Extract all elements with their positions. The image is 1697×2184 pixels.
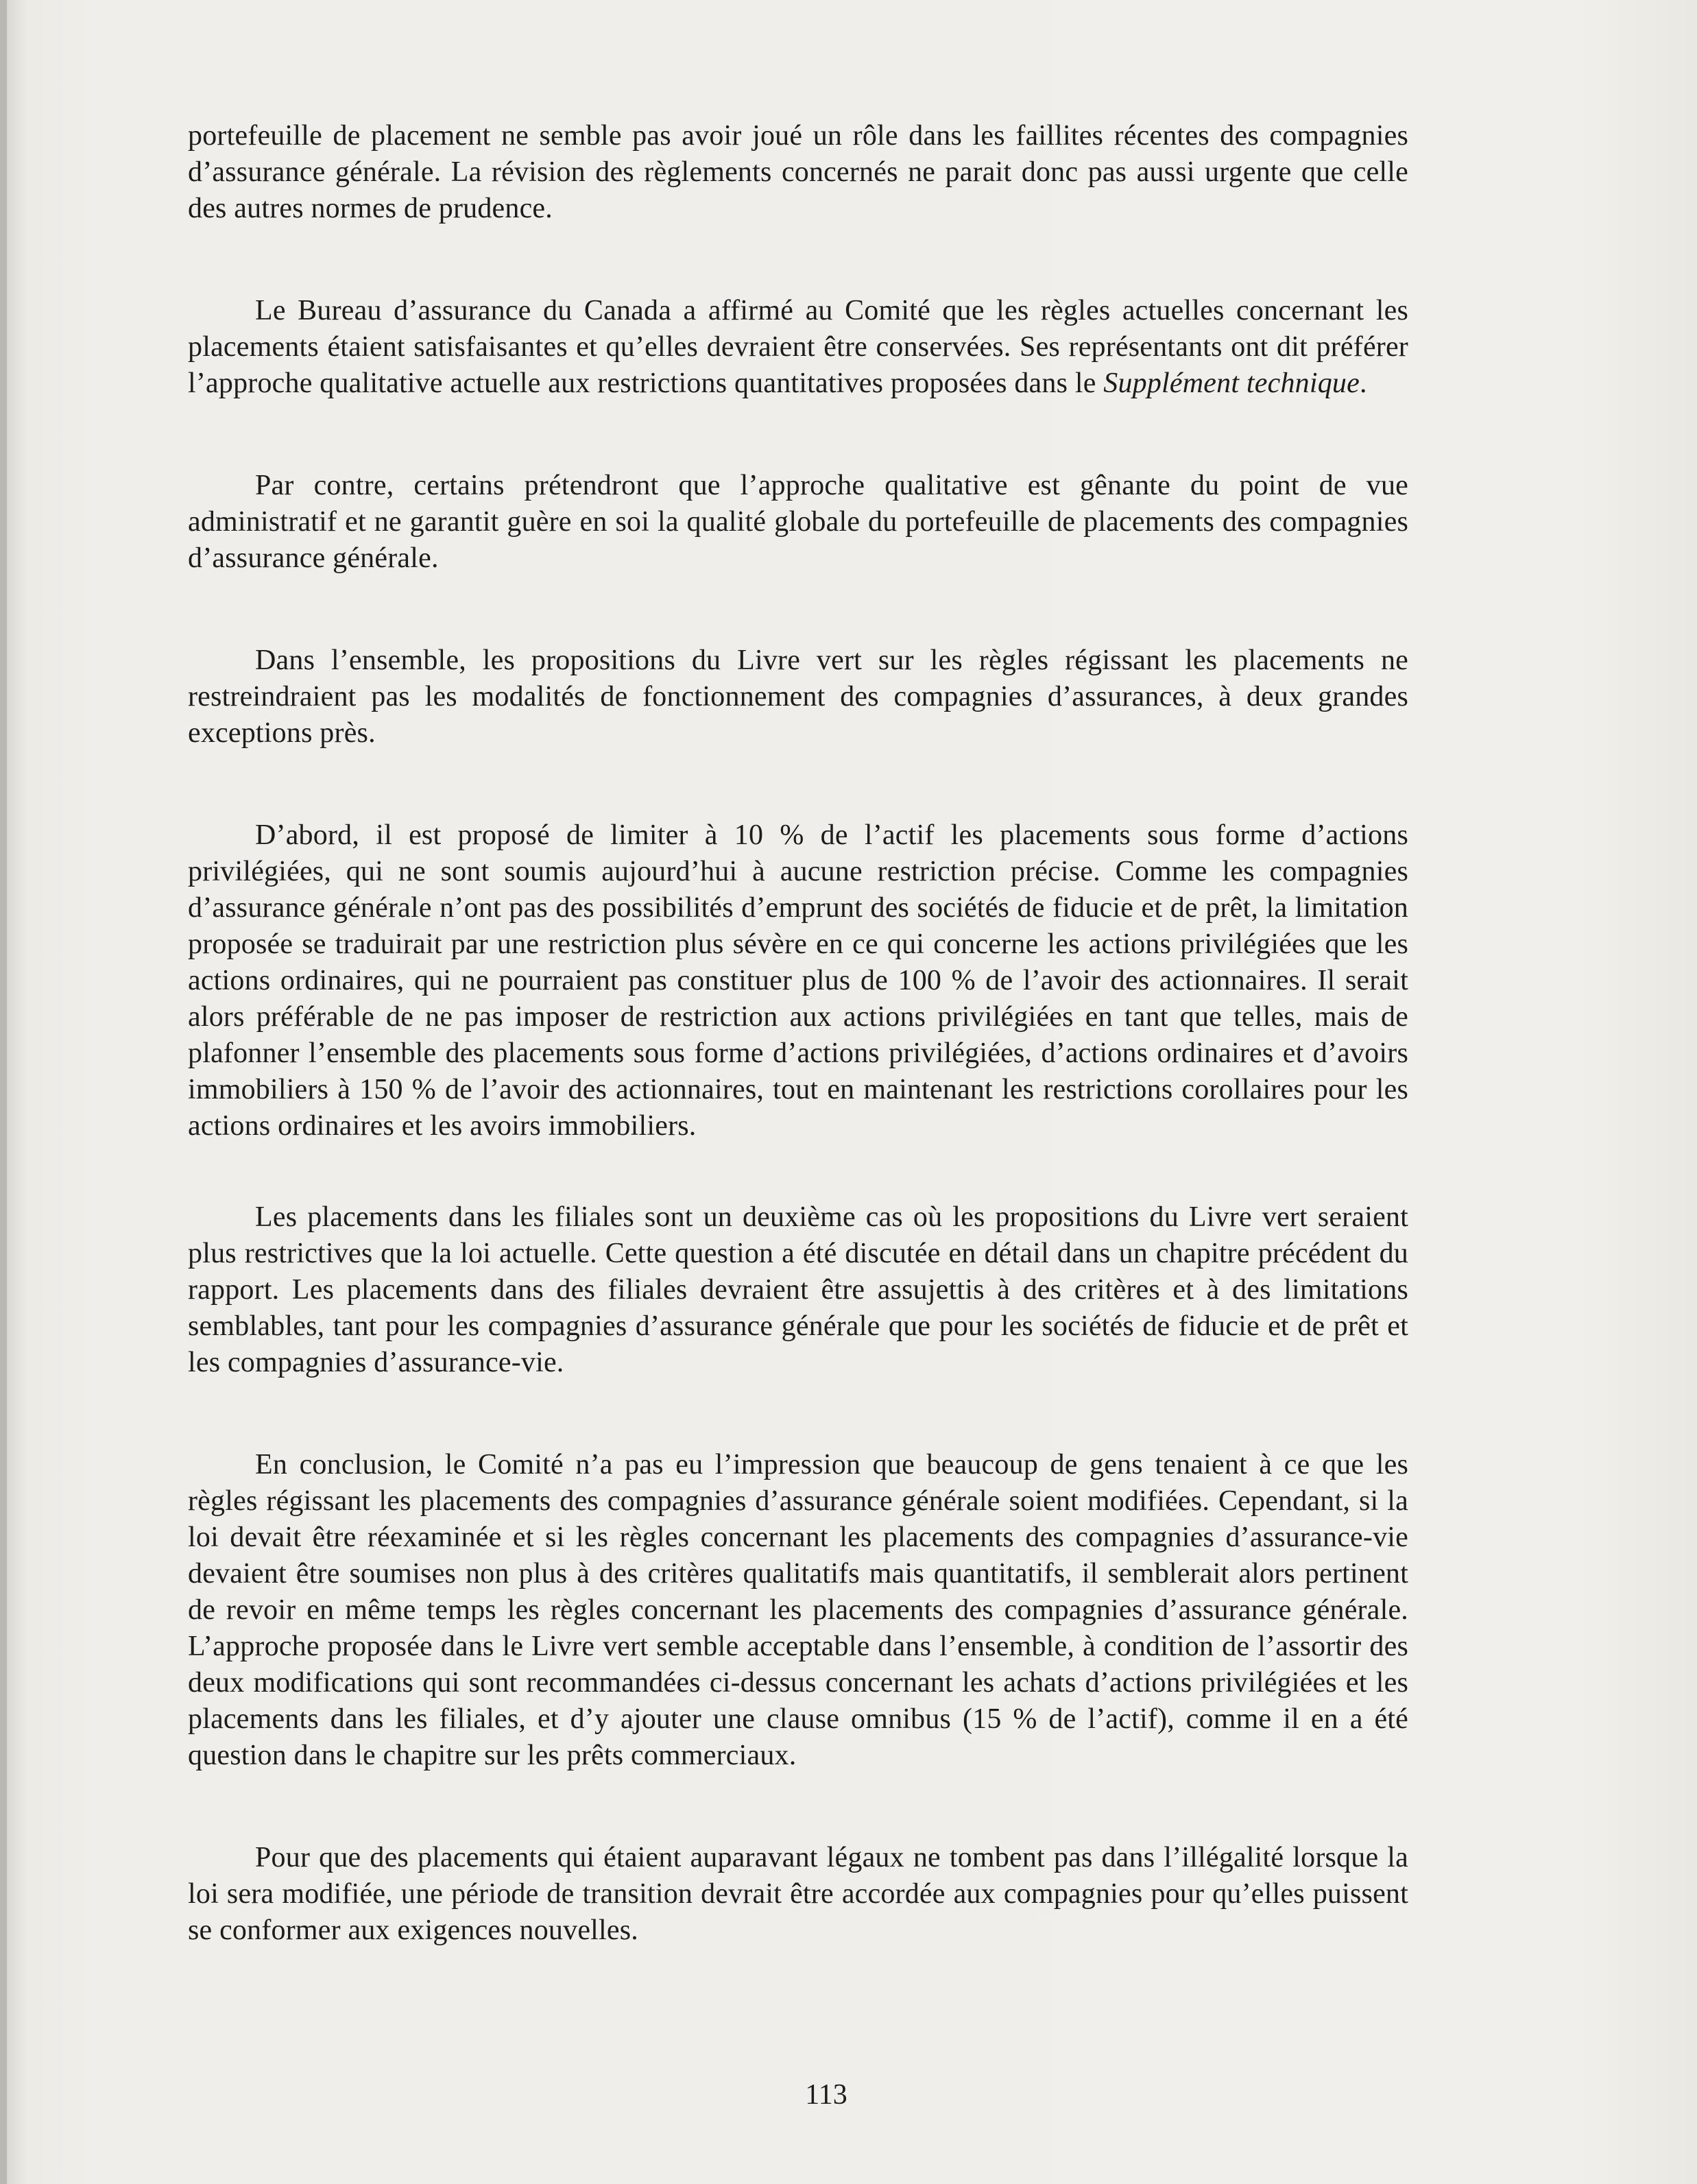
paragraph-5: D’abord, il est proposé de limiter à 10 % de l’actif les placements sous forme d’actions privilégiées, qui ne sont soumis aujourd’hui à aucune restriction précise. Comme les compagnies d’assurance générale n’ont pas des possibilités d’emprunt des sociétés de fiducie et de prêt, la limitation proposée se traduirait par une restriction plus sévère en ce qui concerne les actions privilégiées que les actions ordinaires, qui ne pourraient pas constituer plus de 100 % de l’avoir des actionnaires. Il serait alors préférable de ne pas imposer de restriction aux actions privilégiées en tant que telles, mais de plafonner l’ensemble des placements sous forme d’actions privilégiées, d’actions ordinaires et d’avoirs immobiliers à 150 % de l’avoir des actionnaires, tout en maintenant les restrictions corollaires pour les actions ordinaires et les avoirs immobiliers. bbox=[188, 819, 1408, 1142]
binding-edge bbox=[0, 0, 7, 2184]
paragraph-2 bbox=[188, 293, 1408, 402]
body-text bbox=[188, 118, 1408, 1949]
paragraph-3: Par contre, certains prétendront que l’approche qualitative est gênante du point de vue administratif et ne garantit guère en soi la qualité globale du portefeuille de placements des compagnies d’assurance générale. bbox=[188, 470, 1408, 574]
page-number: 113 bbox=[805, 2079, 847, 2111]
paragraph-2-end: . bbox=[1359, 368, 1367, 399]
paragraph-2-text: Le Bureau d’assurance du Canada a affirmé au Comité que les règles actuelles concernant les placements étaient satisfaisantes et qu’elles devraient être conservées. Ses représentants ont dit préférer l’approche qualitative actuelle aux restrictions quantitatives proposées dans le bbox=[188, 295, 1408, 399]
paragraph-8: Pour que des placements qui étaient auparavant légaux ne tombent pas dans l’illégalité lorsque la loi sera modifiée, une période de transition devrait être accordée aux compagnies pour qu’elles puissent se conformer aux exigences nouvelles. bbox=[188, 1842, 1408, 1946]
paragraph-7: En conclusion, le Comité n’a pas eu l’impression que beaucoup de gens tenaient à ce que les règles régissant les placements des compagnies d’assurance générale soient modifiées. Cependant, si la loi devait être réexaminée et si les règles concernant les placements des compagnies d’assurance-vie devaient être soumises non plus à des critères qualitatifs mais quantitatifs, il semblerait alors pertinent de revoir en même temps les règles concernant les placements des compagnies d’assurance générale. L’approche proposée dans le Livre vert semble acceptable dans l’ensemble, à condition de l’assortir des deux modifications qui sont recommandées ci-dessus concernant les achats d’actions privilégiées et les placements dans les filiales, et d’y ajouter une clause omnibus (15 % de l’actif), comme il en a été question dans le chapitre sur les prêts commerciaux. bbox=[188, 1449, 1408, 1771]
paragraph-1: portefeuille de placement ne semble pas avoir joué un rôle dans les faillites récentes des compagnies d’assurance générale. La révision des règlements concernés ne parait donc pas aussi urgente que celle des autres normes de prudence. bbox=[188, 120, 1408, 224]
paragraph-4: Dans l’ensemble, les propositions du Livre vert sur les règles régissant les placements ne restreindraient pas les modalités de fonctionnement des compagnies d’assurances, à deux grandes exceptions près. bbox=[188, 645, 1408, 749]
paragraph-6: Les placements dans les filiales sont un deuxième cas où les propositions du Livre vert seraient plus restrictives que la loi actuelle. Cette question a été discutée en détail dans un chapitre précédent du rapport. Les placements dans des filiales devraient être assujettis à des critères et à des limitations semblables, tant pour les compagnies d’assurance générale que pour les sociétés de fiducie et de prêt et les compagnies d’assurance-vie. bbox=[188, 1201, 1408, 1378]
paragraph-2-italic-title: Supplément technique bbox=[1103, 368, 1360, 399]
